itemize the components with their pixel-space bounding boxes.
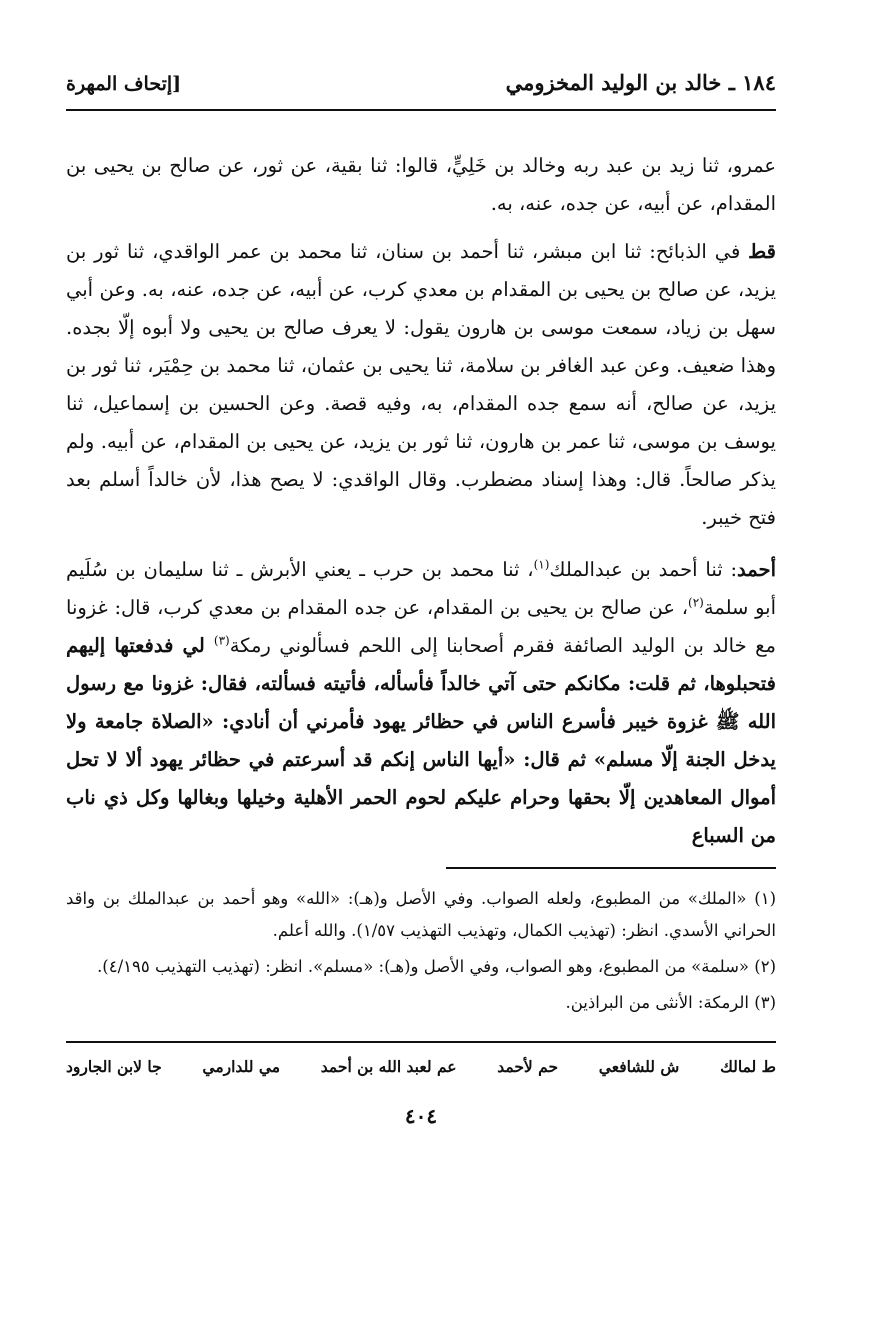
paragraph-3-part-a: : ثنا أحمد بن عبدالملك [549, 558, 738, 581]
footnote-3: (٣) الرمكة: الأنثى من البراذين. [565, 993, 776, 1012]
book-title: [إتحاف المهرة [66, 73, 182, 95]
footnote-ref-2[interactable]: (٢) [688, 595, 704, 610]
footnote-ref-3[interactable]: (٣) [213, 633, 230, 648]
footnote-2: (٢) «سلمة» من المطبوع، وهو الصواب، وفي الأصل و(هـ): «مسلم». انظر: (تهذيب التهذيب ٤/١٩٥). [97, 957, 776, 976]
abbrev-item: ط لمالك [720, 1057, 776, 1076]
footnote-divider [446, 867, 776, 869]
abbrev-item: حم لأحمد [497, 1057, 559, 1076]
abbrev-item: ش للشافعي [598, 1057, 680, 1076]
paragraph-3-part-d: لي فدفعتها إليهم فتحبلوها، ثم قلت: مكانكم حتى آتي خالداً فأسأله، فأتيته فسألته، فقال: غزونا مع رسول الله ﷺ غزوة خيبر فأسرع الناس في حظائر يهود فأمرني أن أنادي: «الصلاة جامعة ولا يدخل الجنة إلّا مسلم» ثم قال: «أيها الناس إنكم قد أسرعتم في حظائر يهود ألا لا تحل أموال المعاهدين إلّا بحقها وحرام عليكم لحوم الحمر الأهلية وخيلها وبغالها وكل ذي ناب من السباع [66, 634, 776, 847]
page [66, 70, 776, 1128]
paragraph-1: عمرو، ثنا زيد بن عبد ربه وخالد بن خَلِيٍّ، قالوا: ثنا بقية، عن ثور، عن صالح بن يحيى بن المقدام، عن أبيه، عن جده، عنه، به. [66, 154, 776, 215]
footnotes [66, 883, 776, 1019]
paragraph-2-lead: قط [748, 240, 776, 263]
footnote-ref-1[interactable]: (١) [533, 557, 550, 572]
footnote-1: (١) «الملك» من المطبوع، ولعله الصواب. وفي الأصل و(هـ): «الله» وهو أحمد بن عبدالملك بن واقد الحراني الأسدي. انظر: (تهذيب الكمال، وتهذيب التهذيب ١/٥٧). والله أعلم. [66, 889, 776, 940]
abbrev-item: جا لابن الجارود [66, 1057, 162, 1076]
paragraph-2-body: في الذبائح: ثنا ابن مبشر، ثنا أحمد بن سنان، ثنا محمد بن عمر الواقدي، ثنا ثور بن يزيد، عن صالح بن يحيى بن المقدام بن معدي كرب، عن أبيه، عن جده، عنه، به. وعن أبي سهل بن زياد، سمعت موسى بن هارون يقول: لا يعرف صالح بن يحيى ولا أبوه إلّا بجده. وهذا ضعيف. وعن عبد الغافر بن سلامة، ثنا يحيى بن عثمان، ثنا محمد بن حِمْيَر، ثنا ثور بن يزيد، عن صالح، أنه سمع جده المقدام، به، وفيه قصة. وعن الحسين بن إسماعيل، ثنا يوسف بن موسى، ثنا عمر بن هارون، ثنا ثور بن يزيد، عن يحيى بن المقدام، عن أبيه. ولم يذكر صالحاً. قال: وهذا إسناد مضطرب. وقال الواقدي: لا يصح هذا، لأن خالداً أسلم بعد فتح خيبر. [66, 240, 776, 529]
main-text [66, 147, 776, 855]
abbreviation-key [66, 1057, 776, 1076]
abbrev-item: مي للدارمي [202, 1057, 281, 1076]
chapter-title: ١٨٤ ـ خالد بن الوليد المخزومي [505, 70, 776, 95]
running-header [66, 70, 776, 111]
paragraph-3-part-c: ، عن صالح بن يحيى بن المقدام، عن جده المقدام بن معدي كرب، قال: غزونا مع خالد بن الوليد الصائفة فقرم أصحابنا إلى اللحم فسألوني رمكة [66, 596, 776, 657]
paragraph-3-part-b: ، ثنا محمد بن حرب ـ يعني الأبرش ـ ثنا سليمان بن سُلَيم أبو سلمة [66, 558, 776, 619]
paragraph-3 [66, 551, 776, 855]
paragraph-2 [66, 233, 776, 537]
abbreviation-divider [66, 1041, 776, 1043]
abbrev-item: عم لعبد الله بن أحمد [320, 1057, 457, 1076]
page-number: ٤٠٤ [404, 1104, 438, 1128]
paragraph-3-lead: أحمد [737, 558, 777, 581]
